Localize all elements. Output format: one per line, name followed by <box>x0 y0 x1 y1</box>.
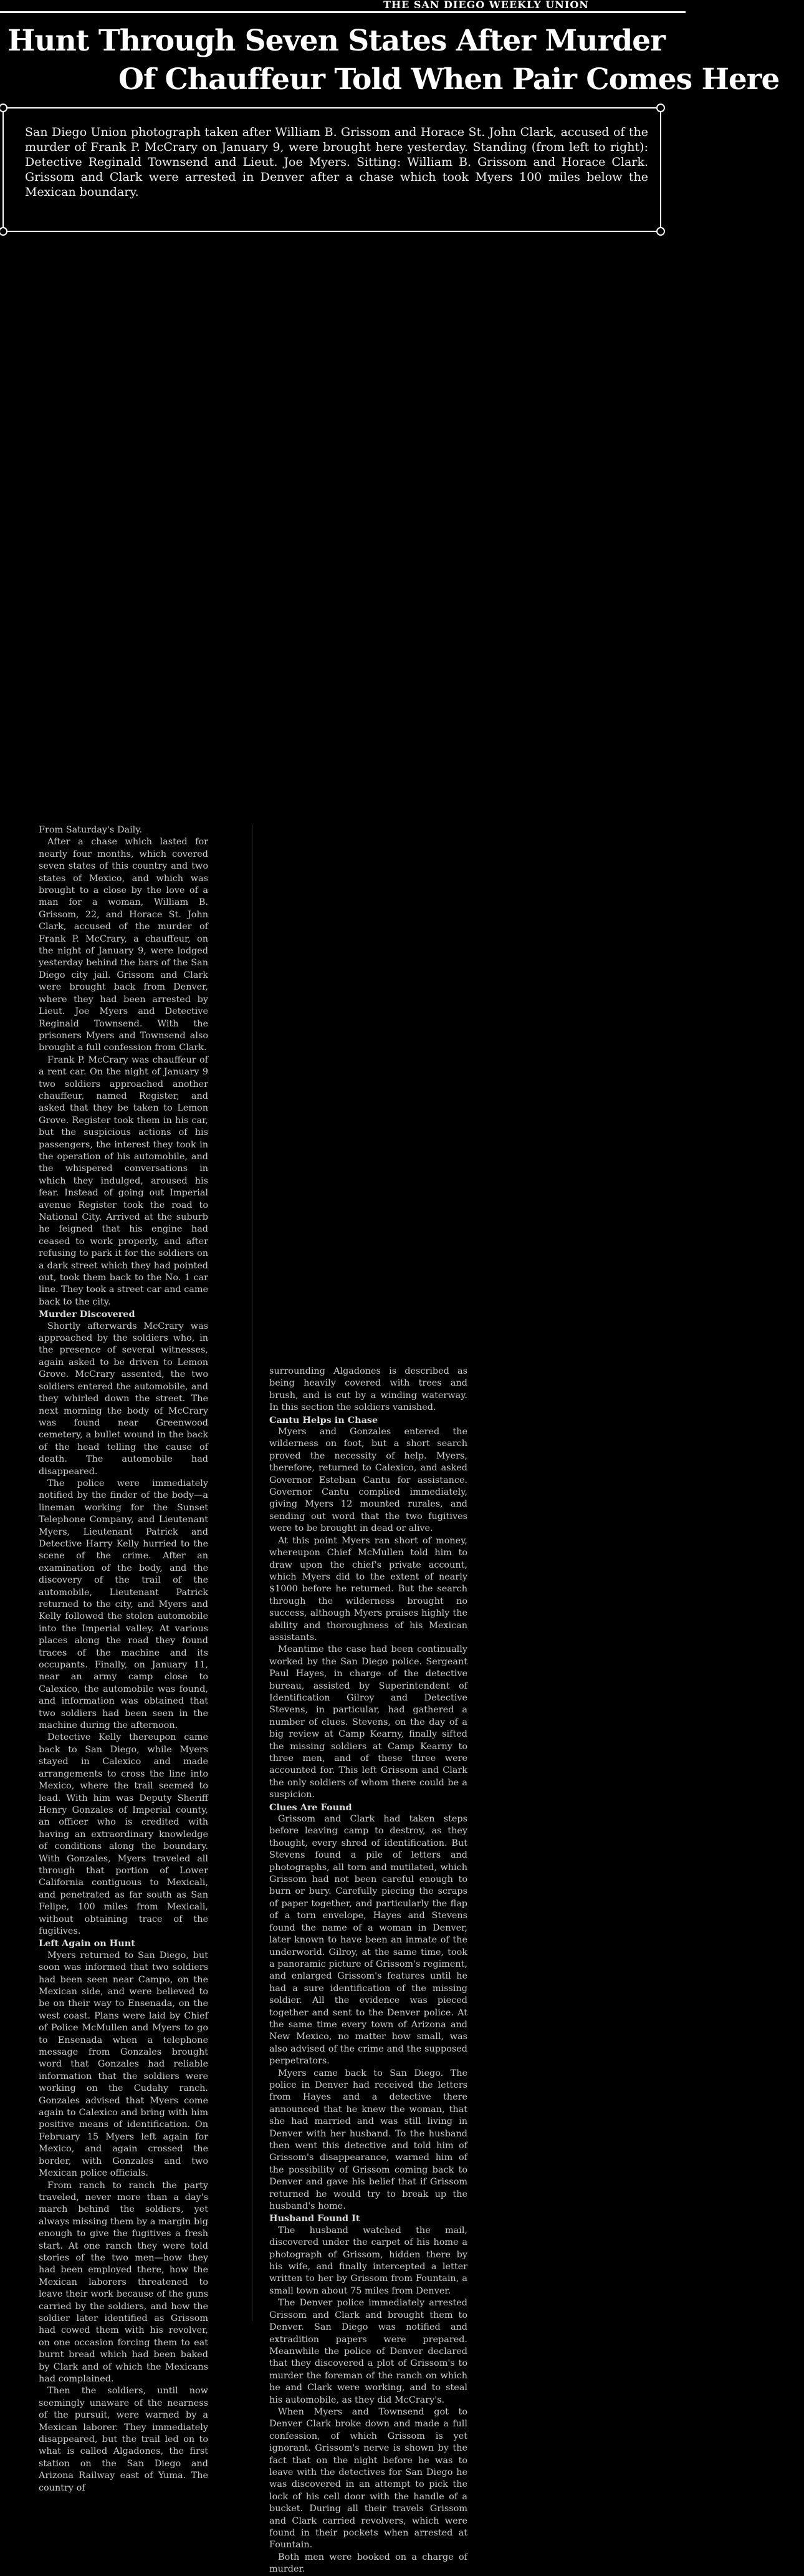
article-column-1 <box>39 824 208 2494</box>
paragraph: After a chase which lasted for nearly four months, which covered seven states of this country and two states of Mexico, and which was brought to a close by the love of a man for a woman, William B. Grissom, 22, and Horace St. John Clark, accused of the murder of Frank P. McCrary, a chauffeur, on the night of January 9, were lodged yesterday behind the bars of the San Diego city jail. Grissom and Clark were brought back from Denver, where they had been arrested by Lieut. Joe Myers and Detective Reginald Townsend. With the prisoners Myers and Townsend also brought a full confession from Clark. <box>39 837 208 1053</box>
subheading: Clues Are Found <box>269 1802 352 1813</box>
paragraph: Detective Kelly thereupon came back to San Diego, while Myers stayed in Calexico and made arrangements to cross the line into Mexico, where the trail seemed to lead. With him was Deputy Sheriff Henry Gonzales of Imperial county, an officer who is credited with having an extraordinary knowledge of conditions along the boundary. With Gonzales, Myers traveled all through that portion of Lower California contiguous to Mexicali, and penetrated as far south as San Felipe, 100 miles from Mexicali, without obtaining trace of the fugitives. <box>39 1732 208 1936</box>
newspaper-title: THE SAN DIEGO WEEKLY UNION <box>383 0 589 11</box>
paragraph: At this point Myers ran short of money, whereupon Chief McMullen told him to draw upon the chief's private account, which Myers did to the extent of nearly $1000 before he returned. But the search through the wilderness brought no success, although Myers praises highly the ability and thoroughness of his Mexican assistants. <box>269 1535 467 1643</box>
paragraph: Then the soldiers, until now seemingly unaware of the nearness of the pursuit, were warned by a Mexican laborer. They immediately disappeared, but the trail led on to what is called Algadones, the first station on the San Diego and Arizona Railway east of Yuma. The country of <box>39 2386 208 2493</box>
article-column-2 <box>269 1366 467 2576</box>
frame-ornament-bottom-left <box>0 227 7 236</box>
paragraph: From Saturday's Daily. <box>39 825 143 835</box>
paragraph: Both men were booked on a charge of murder. <box>269 2552 467 2575</box>
masthead-rule <box>0 11 686 13</box>
paragraph: Frank P. McCrary was chauffeur of a rent car. On the night of January 9 two soldiers approached another chauffeur, named Register, and asked that they be taken to Lemon Grove. Register took them in his car, but the suspicious actions of his passengers, the interest they took in the operation of his automobile, and the whispered conversations in which they indulged, aroused his fear. Instead of going out Imperial avenue Register took the road to National City. Arrived at the suburb he feigned that his engine had ceased to work properly, and after refusing to park it for the soldiers on a dark street which they had pointed out, took them back to the No. 1 car line. They took a street car and came back to the city. <box>39 1054 208 1307</box>
paragraph: From ranch to ranch the party traveled, never more than a day's march behind the soldiers, yet always missing them by a margin big enough to give the fugitives a fresh start. At one ranch they were told stories of the two men—how they had been employed there, how the Mexican laborers threatened to leave their work because of the guns carried by the soldiers, and how the soldier later identified as Grissom had cowed them with his revolver, on one occasion forcing them to eat burnt bread which had been baked by Clark and of which the Mexicans had complained. <box>39 2180 208 2384</box>
paragraph: surrounding Algadones is described as being heavily covered with trees and brush, and is cut by a winding waterway. In this section the soldiers vanished. <box>269 1366 467 1413</box>
photograph-area <box>2 237 661 817</box>
paragraph: The police were immediately notified by the finder of the body—a lineman working for the Sunset Telephone Company, and Lieutenant Myers, Lieutenant Patrick and Detective Harry Kelly hurried to the scene of the crime. After an examination of the body, and the discovery of the trail of the automobile, Lieutenant Patrick returned to the city, and Myers and Kelly followed the stolen automobile into the Imperial valley. At various places along the road they found traces of the machine and its occupants. Finally, on January 11, near an army camp close to Calexico, the automobile was found, and information was obtained that two soldiers had been seen in the machine during the afternoon. <box>39 1478 208 1731</box>
photo-caption: San Diego Union photograph taken after William B. Grissom and Horace St. John Clark, accused of the murder of Frank P. McCrary on January 9, were brought here yesterday. Standing (from left to right): Detective Reginald Townsend and Lieut. Joe Myers. Sitting: William B. Grissom and Horace Clark. Grissom and Clark were arrested in Denver after a chase which took Myers 100 miles below the Mexican boundary. <box>25 125 648 199</box>
frame-ornament-top-right <box>656 104 665 112</box>
paragraph: Myers and Gonzales entered the wilderness on foot, but a short search proved the necessity of help. Myers, therefore, returned to Calexico, and asked Governor Esteban Cantu for assistance. Governor Cantu complied immediately, giving Myers 12 mounted rurales, and sending out word that the two fugitives were to be brought in dead or alive. <box>269 1427 467 1534</box>
paragraph: Shortly afterwards McCrary was approached by the soldiers who, in the presence of several witnesses, again asked to be driven to Lemon Grove. McCrary assented, the two soldiers entered the automobile, and they whirled down the street. The next morning the body of McCrary was found near Greenwood cemetery, a bullet wound in the back of the head telling the cause of death. The automobile had disappeared. <box>39 1321 208 1477</box>
subheading: Husband Found It <box>269 2213 360 2224</box>
paragraph: The Denver police immediately arrested Grissom and Clark and brought them to Denver. San Diego was notified and extradition papers were prepared. Meanwhile the police of Denver declared that they discovered a plot of Grissom's to murder the foreman of the ranch on which he and Clark were working, and to steal his automobile, as they did McCrary's. <box>269 2298 467 2405</box>
paragraph: Myers returned to San Diego, but soon was informed that two soldiers had been seen near Campo, on the Mexican side, and were believed to be on their way to Ensenada, on the west coast. Plans were laid by Chief of Police McMullen and Myers to go to Ensenada when a telephone message from Gonzales brought word that Gonzales had reliable information that the soldiers were working on the Cudahy ranch. Gonzales advised that Myers come again to Calexico and bring with him positive means of identification. On February 15 Myers left again for Mexico, and again crossed the border, with Gonzales and two Mexican police officials. <box>39 1950 208 2179</box>
frame-ornament-top-left <box>0 104 7 112</box>
headline-line-1: Hunt Through Seven States After Murder <box>7 24 665 58</box>
headline-line-2: Of Chauffeur Told When Pair Comes Here <box>118 62 780 97</box>
frame-ornament-bottom-right <box>656 227 665 236</box>
paragraph: When Myers and Townsend got to Denver Clark broke down and made a full confession, of which Grissom is yet ignorant. Grissom's nerve is shown by the fact that on the night before he was to leave with the detectives for San Diego he was discovered in an attempt to pick the lock of his cell door with the handle of a bucket. During all their travels Grissom and Clark carried revolvers, which were found in their pockets when arrested at Fountain. <box>269 2406 467 2550</box>
subheading: Cantu Helps in Chase <box>269 1414 378 1425</box>
paragraph: Grissom and Clark had taken steps before leaving camp to destroy, as they thought, every shred of identification. But Stevens found a pile of letters and photographs, all torn and mutilated, which Grissom had not been careful enough to burn or bury. Carefully piecing the scraps of paper together, and particularly the flap of a torn envelope, Hayes and Stevens found the name of a woman in Denver, later known to have been an inmate of the underworld. Gilroy, at the same time, took a panoramic picture of Grissom's regiment, and enlarged Grissom's features until he had a sure identification of the missing soldier. All the evidence was pieced together and sent to the Denver police. At the same time every town of Arizona and New Mexico, no matter how small, was also advised of the crime and the supposed perpetrators. <box>269 1814 467 2067</box>
paragraph: Meantime the case had been continually worked by the San Diego police. Sergeant Paul Hayes, in charge of the detective bureau, assisted by Superintendent of Identification Gilroy and Detective Stevens, in particular, had gathered a number of clues. Stevens, on the day of a big review at Camp Kearny, finally sifted the missing soldiers at Camp Kearny to three men, and of these three were accounted for. This left Grissom and Clark the only soldiers of whom there could be a suspicion. <box>269 1644 467 1800</box>
masthead <box>0 0 686 11</box>
subheading: Murder Discovered <box>39 1309 135 1320</box>
paragraph: Myers came back to San Diego. The police in Denver had received the letters from Hayes and a detective there announced that he knew the woman, that she had married and was still living in Denver with her husband. To the husband then went this detective and told him of Grissom's disappearance, warned him of the possibility of Grissom coming back to Denver and gave his belief that if Grissom returned he would try to break up the husband's home. <box>269 2068 467 2212</box>
paragraph: The husband watched the mail, discovered under the carpet of his home a photograph of Grissom, hidden there by his wife, and finally intercepted a letter written to her by Grissom from Fountain, a small town about 75 miles from Denver. <box>269 2225 467 2296</box>
subheading: Left Again on Hunt <box>39 1938 135 1949</box>
